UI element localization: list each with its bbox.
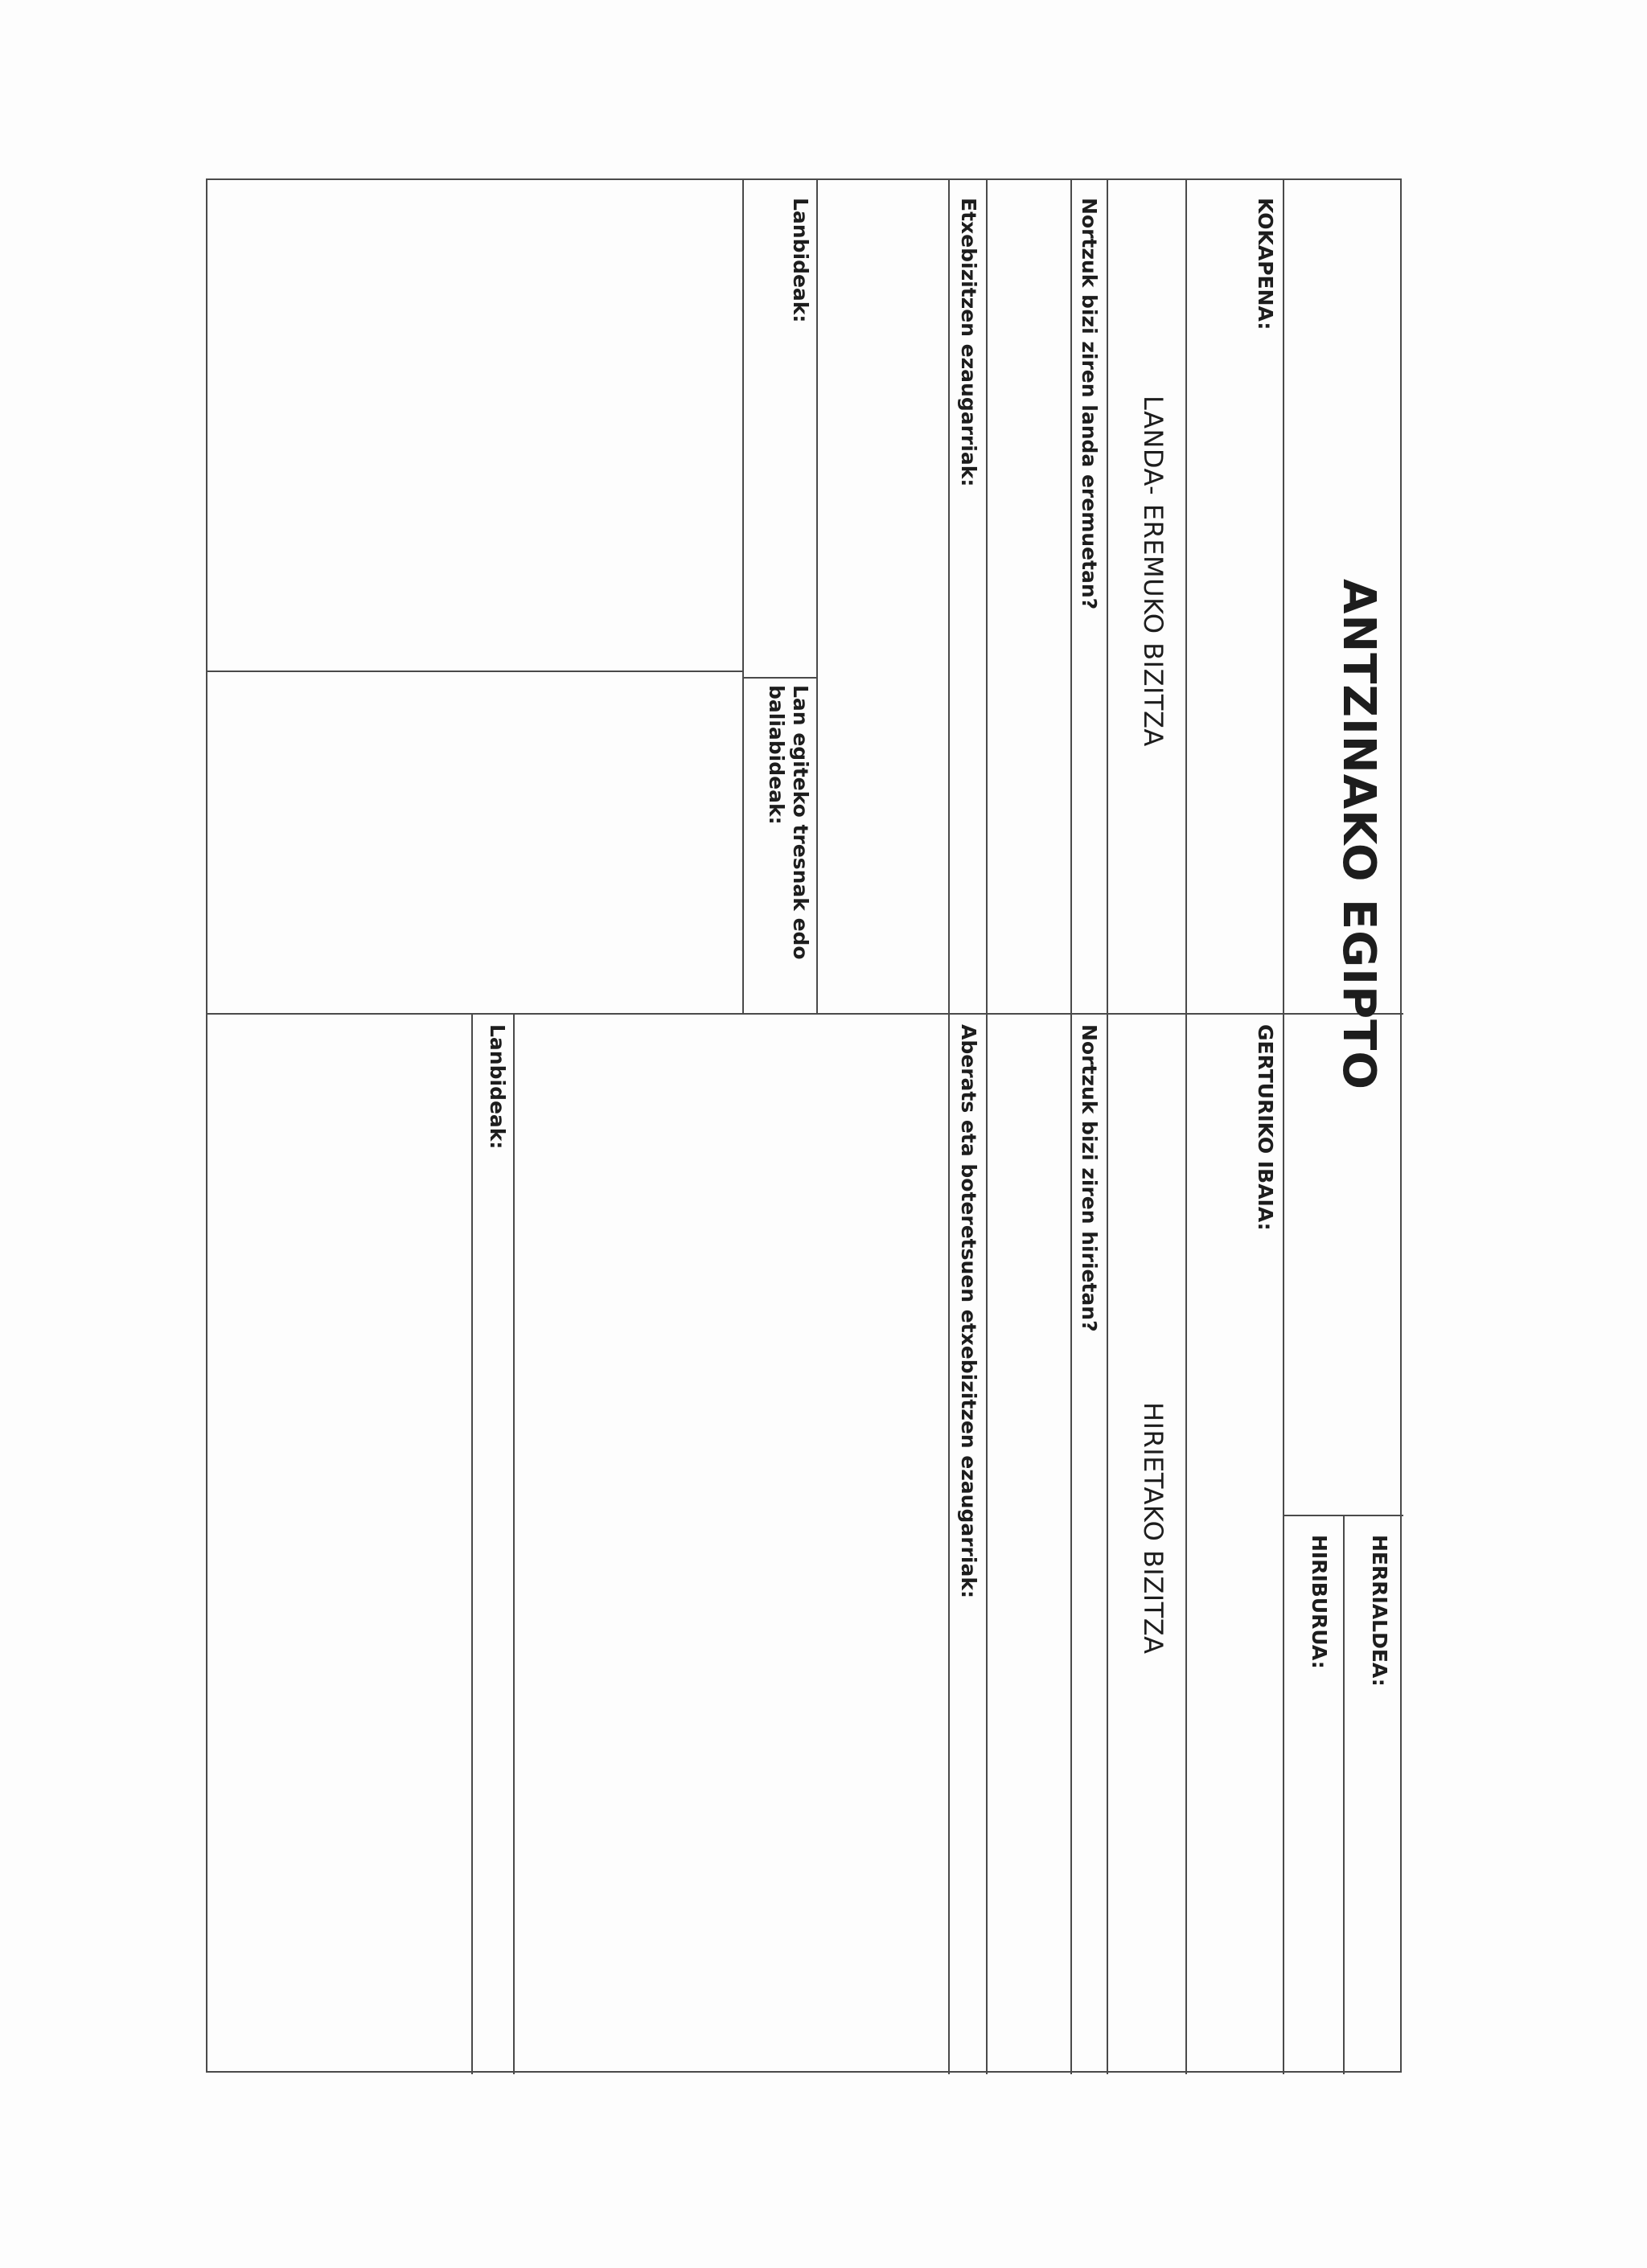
who-lived-band-line — [1070, 180, 1072, 2074]
answer-band-line — [986, 180, 988, 2074]
city-housing-answer-line — [513, 1013, 515, 2074]
rural-housing-answer-line — [816, 180, 818, 1013]
city-life-heading: HIRIETAKO BIZITZA — [1138, 1402, 1169, 1655]
rural-tools-label-line2: baliabideak: — [765, 685, 788, 825]
rural-tools-label-line1: Lan egiteko tresnak edo — [789, 685, 812, 960]
herrialdea-label: HERRIALDEA: — [1368, 1535, 1391, 1687]
gerturiko-ibaia-label: GERTURIKO IBAIA: — [1254, 1024, 1277, 1231]
capital-line — [1343, 1515, 1345, 2074]
housing-band-line — [948, 180, 950, 2074]
hiriburua-label: HIRIBURUA: — [1308, 1535, 1331, 1669]
rural-jobs-label: Lanbideak: — [789, 198, 812, 323]
location-band-line — [1185, 180, 1187, 2074]
rural-bottom-box-divider — [207, 671, 742, 672]
city-who-lived-label: Nortzuk bizi ziren hirietan? — [1078, 1024, 1101, 1332]
title-band-line — [1283, 180, 1284, 2074]
city-jobs-line — [471, 1013, 473, 2074]
rural-tools-box-top — [742, 677, 816, 679]
rural-housing-label: Etxebizitzen ezaugarriak: — [957, 198, 980, 487]
rural-city-divider — [207, 1013, 1403, 1015]
city-housing-label: Aberats eta boteretsuen etxebizitzen ezaugarriak: — [957, 1024, 980, 1598]
rural-life-heading: LANDA- EREMUKO BIZITZA — [1138, 396, 1169, 747]
heading-band-line — [1107, 180, 1108, 2074]
rural-jobs-line — [742, 180, 744, 1013]
worksheet-table — [206, 178, 1402, 2073]
rural-who-lived-label: Nortzuk bizi ziren landa eremuetan? — [1078, 198, 1101, 610]
worksheet-title: ANTZINAKO EGIPTO — [1333, 579, 1385, 1090]
city-jobs-label: Lanbideak: — [486, 1024, 509, 1150]
kokapena-label: KOKAPENA: — [1254, 198, 1277, 330]
